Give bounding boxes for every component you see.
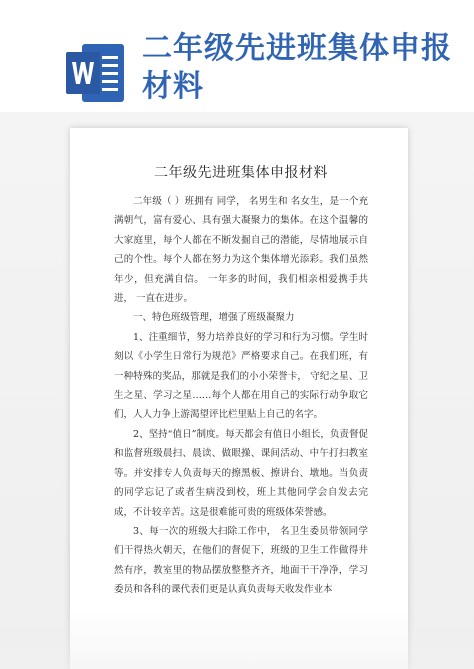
section-heading: 一、特色班级管理，增强了班级凝聚力 bbox=[133, 312, 295, 324]
paragraph-item-2: 2、坚持“值日”制度。每天都会有值日小组长，负责督促和监督班级晨扫、晨读、做眼操、课间活动、中午打扫教室等。并安排专人负责每天的擦黑板、擦讲台、墩地。当负责的同学忘记了或者生病没到校，班上其他同学会自发去完成，不计较辛苦。这是很难能可贵的班级体荣誉感。 bbox=[114, 428, 368, 518]
paragraph-item-3: 3、每一次的班级大扫除工作中， 名卫生委员带领同学们干得热火朝天，在他们的督促下，班级的卫生工作做得井然有序，教室里的物品摆放整整齐齐，地面干干净净，学习委员和各科的课代表们更是认真负责每天收发作业本 bbox=[114, 525, 368, 596]
word-document-icon bbox=[64, 42, 126, 104]
paragraph-item-1: 1、注重细节，努力培养良好的学习和行为习惯。学生时刻以《小学生日常行为规范》严格要求自己。在我们班，有一种特殊的奖品，那就是我们的小小荣誉卡， 守纪之星、卫生之星、学习之星……每个人都在用自己的实际行动争取它们，人人力争上游渴望评比栏里贴上自己的名字。 bbox=[114, 331, 368, 421]
banner-title: 二年级先进班集体申报材料 bbox=[142, 31, 452, 104]
header-banner bbox=[0, 0, 474, 112]
paragraph-intro: 二年级（ ）班拥有 同学， 名男生和 名女生，是一个充满朝气，富有爱心、具有强大凝聚力的集体。在这个温馨的大家庭里，每个人都在不断发掘自己的潜能，尽情地展示自己的个性。每个人都在努力为这个集体增光添彩。我们虽然年少，但充满自信。 一年多的时间，我们相亲相爱携手共进， 一直在进步。 bbox=[114, 196, 368, 305]
document-title: 二年级先进班集体申报材料 bbox=[154, 165, 328, 181]
document-body bbox=[114, 162, 368, 600]
document-page bbox=[70, 128, 408, 669]
